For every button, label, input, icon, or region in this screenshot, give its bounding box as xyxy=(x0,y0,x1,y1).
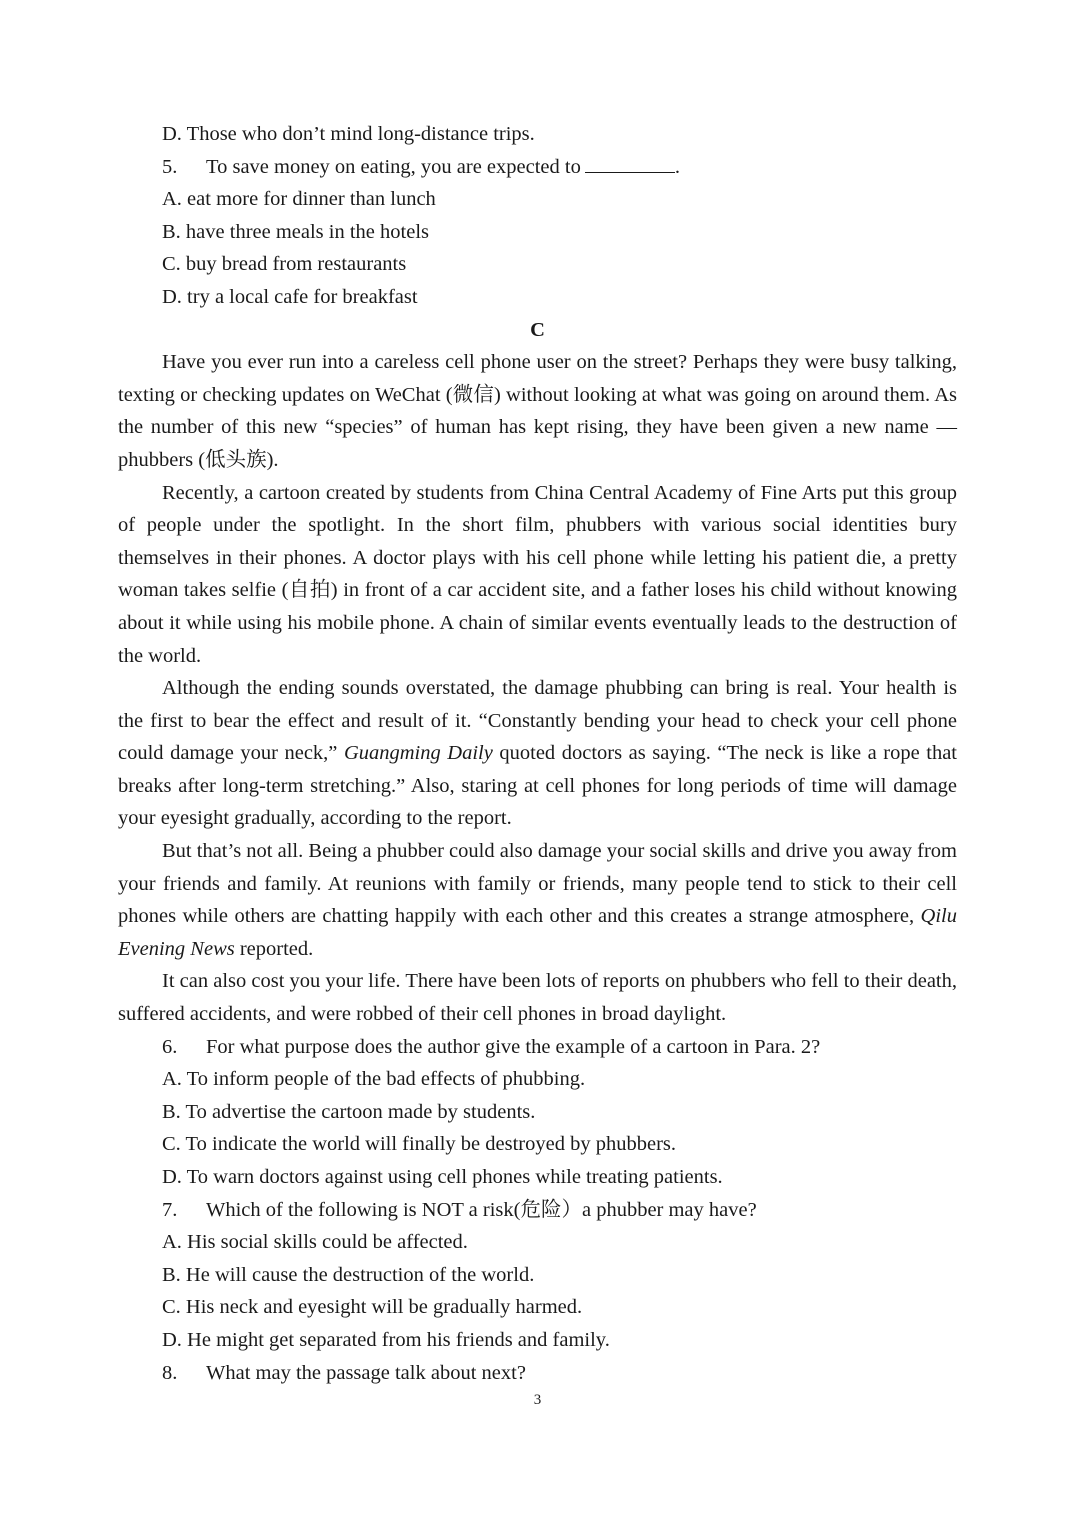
option-6c: C. To indicate the world will finally be destroyed by phubbers. xyxy=(162,1133,677,1156)
option-6a: A. To inform people of the bad effects of phubbing. xyxy=(162,1068,586,1091)
option-7b: B. He will cause the destruction of the world. xyxy=(162,1263,535,1286)
question-end: . xyxy=(674,155,680,178)
paragraph-text: quoted doctors as saying. “The neck is like a rope that breaks after long-term stretching.” Also, staring at cell phones for long periods of time will damage your eyesight gradually, according to the report. xyxy=(118,742,957,830)
question-6 xyxy=(118,1031,957,1064)
page-number: 3 xyxy=(533,1392,542,1408)
question-text: To save money on eating, you are expected to xyxy=(206,155,581,178)
option-6d: D. To warn doctors against using cell phones while treating patients. xyxy=(162,1166,723,1188)
paragraph-4 xyxy=(118,835,957,965)
question-text: Which of the following is NOT a risk(危险）a phubber may have? xyxy=(206,1198,757,1221)
question-number: 7. xyxy=(162,1198,178,1221)
paragraph-3 xyxy=(118,672,957,835)
question-text: For what purpose does the author give the example of a cartoon in Para. 2? xyxy=(206,1035,821,1058)
option-5a: A. eat more for dinner than lunch xyxy=(162,188,436,211)
question-7 xyxy=(118,1194,957,1227)
paragraph-text: reported. xyxy=(234,937,314,960)
paragraph-1: Have you ever run into a careless cell phone user on the street? Perhaps they were busy talking, texting or checking updates on WeChat (微信) without looking at what was going on around them. As the number of this new “species” of human has kept rising, they have been given a new name — phubbers (低头族). xyxy=(118,351,957,471)
source-name: Qilu Evening News xyxy=(118,905,957,960)
source-name: Guangming Daily xyxy=(343,742,493,765)
question-number: 8. xyxy=(162,1361,178,1384)
question-5 xyxy=(118,151,957,184)
question-number: 5. xyxy=(162,155,178,178)
question-number: 6. xyxy=(162,1035,178,1058)
paragraph-5: It can also cost you your life. There have been lots of reports on phubbers who fell to their death, suffered accidents, and were robbed of their cell phones in broad daylight. xyxy=(118,970,957,1026)
option-7c: C. His neck and eyesight will be gradually harmed. xyxy=(162,1296,583,1319)
option-7a: A. His social skills could be affected. xyxy=(162,1231,468,1254)
answer-blank xyxy=(585,156,675,173)
option-5b: B. have three meals in the hotels xyxy=(162,220,429,243)
option-6b: B. To advertise the cartoon made by students. xyxy=(162,1100,536,1123)
page-content xyxy=(118,118,957,1389)
option-5d: D. try a local cafe for breakfast xyxy=(162,285,418,308)
question-8 xyxy=(118,1357,957,1390)
paragraph-text: Although the ending sounds overstated, the damage phubbing can bring is real. Your health is the first to bear the effect and result of it. “Constantly bending your head to check your cell phone could damage your neck,” xyxy=(118,677,957,765)
option-7d: D. He might get separated from his friends and family. xyxy=(162,1328,610,1351)
option-5c: C. buy bread from restaurants xyxy=(162,253,407,276)
section-heading: C xyxy=(530,318,545,341)
paragraph-2: Recently, a cartoon created by students from China Central Academy of Fine Arts put this group of people under the spotlight. In the short film, phubbers with various social identities bury themselves in their phones. A doctor plays with his cell phone while letting his patient die, a pretty woman takes selfie (自拍) in front of a car accident site, and a father loses his child without knowing about it while using his mobile phone. A chain of similar events eventually leads to the destruction of the world. xyxy=(118,481,957,667)
paragraph-text: But that’s not all. Being a phubber could also damage your social skills and drive you away from your friends and family. At reunions with family or friends, many people tend to stick to their cell phones while others are chatting happily with each other and this creates a strange atmosphere, xyxy=(118,840,957,928)
question-text: What may the passage talk about next? xyxy=(206,1361,526,1384)
option-4d: D. Those who don’t mind long-distance trips. xyxy=(162,123,535,145)
